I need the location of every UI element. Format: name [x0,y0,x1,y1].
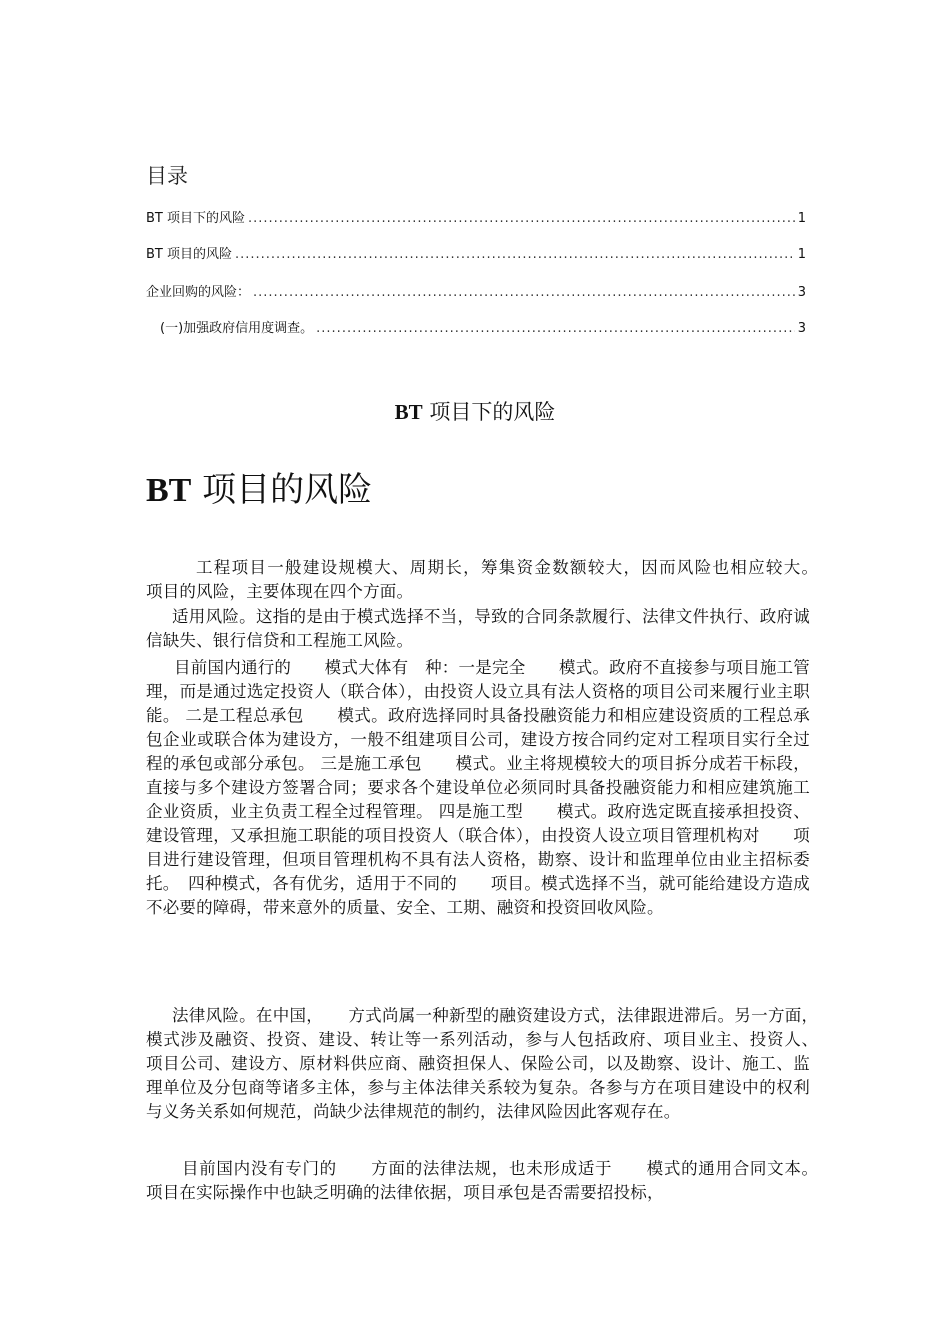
toc-entry-buyback-risk[interactable] [146,281,806,303]
toc-page-number: 1 [797,247,806,262]
toc-leader-dots [316,321,795,336]
paragraph-legal-risk: 法律风险。在中国， 方式尚属一种新型的融资建设方式，法律跟进滞后。另一方面， 模式涉及融资、投资、建设、转让等一系列活动，参与人包括政府、项目业主、投资人、 项目公司、建设方、原材料供应商、融资担保人、保险公司，以及勘察、设计、施工、监理单位及分包商等诸多主体，参与主体法律关系较为复杂。各参与方在项目建设中的权利与义务关系如何规范，尚缺少法律规范的制约，法律风险因此客观存在。 [146,1006,844,1121]
toc-entry-bt-risk[interactable] [146,243,806,265]
toc-page-number: 1 [797,211,806,226]
toc-leader-dots [253,285,795,300]
paragraph-four-models: 目前国内通行的 模式大体有 种：一是完全 模式。政府不直接参与项目施工管理，而是通过选定投资人（联合体），由投资人设立具有法人资格的项目公司来履行业主职能。 二是工程总承包 模式。政府选择同时具备投融资能力和相应建设资质的工程总承包企业或联合体为建设方，一般不组建项目公司，建设方按合同约定对工程项目实行全过程的承包或部分承包。 三是施工承包 模式。业主将规模较大的项目拆分成若干标段，直接与多个建设方签署合同；要求各个建设单位必须同时具备投融资能力和相应建筑施工企业资质，业主负责工程全过程管理。 四是施工型 模式。政府选定既直接承担投资、建设管理，又承担施工职能的项目投资人（联合体），由投资人设立项目管理机构对 项目进行建设管理，但项目管理机构不具有法人资格，勘察、设计和监理单位由业主招标委托。 四种模式，各有优劣，适用于不同的 项目。模式选择不当，就可能给建设方造成不必要的障碍，带来意外的质量、安全、工期、融资和投资回收风险。 [146,658,810,917]
section-heading [0,396,950,426]
toc-leader-dots [235,247,795,262]
heading-text: 项目的风险 [191,470,373,510]
toc-title: 目录 [146,164,188,188]
toc-entry-text: BT 项目下的风险 [146,211,245,226]
heading-text: 项目下的风险 [422,400,556,424]
heading-bt: BT [146,472,192,509]
toc-entry-text: (一)加强政府信用度调查。 [160,321,314,336]
toc-entry-bt-under-risk[interactable] [146,207,806,229]
toc-entry-government-credit[interactable] [160,317,806,339]
chapter-heading [146,462,372,511]
paragraph-applicability-risk: 适用风险。这指的是由于模式选择不当，导致的合同条款履行、法律文件执行、政府诚信缺失、银行信贷和工程施工风险。 [146,607,810,650]
paragraph-no-regulation: 目前国内没有专门的 方面的法律法规，也未形成适于 模式的通用合同文本。 项目在实际操作中也缺乏明确的法律依据，项目承包是否需要招投标， [146,1159,844,1202]
paragraph-intro: 工程项目一般建设规模大、周期长，筹集资金数额较大，因而风险也相应较大。 项目的风险，主要体现在四个方面。 [146,558,844,601]
toc-entry-text: 企业回购的风险： [146,285,251,300]
toc-entry-text: BT 项目的风险 [146,247,232,262]
toc-leader-dots [248,211,795,226]
toc-page-number: 3 [797,321,806,336]
toc-page-number: 3 [797,285,806,300]
heading-bt: BT [394,400,423,424]
